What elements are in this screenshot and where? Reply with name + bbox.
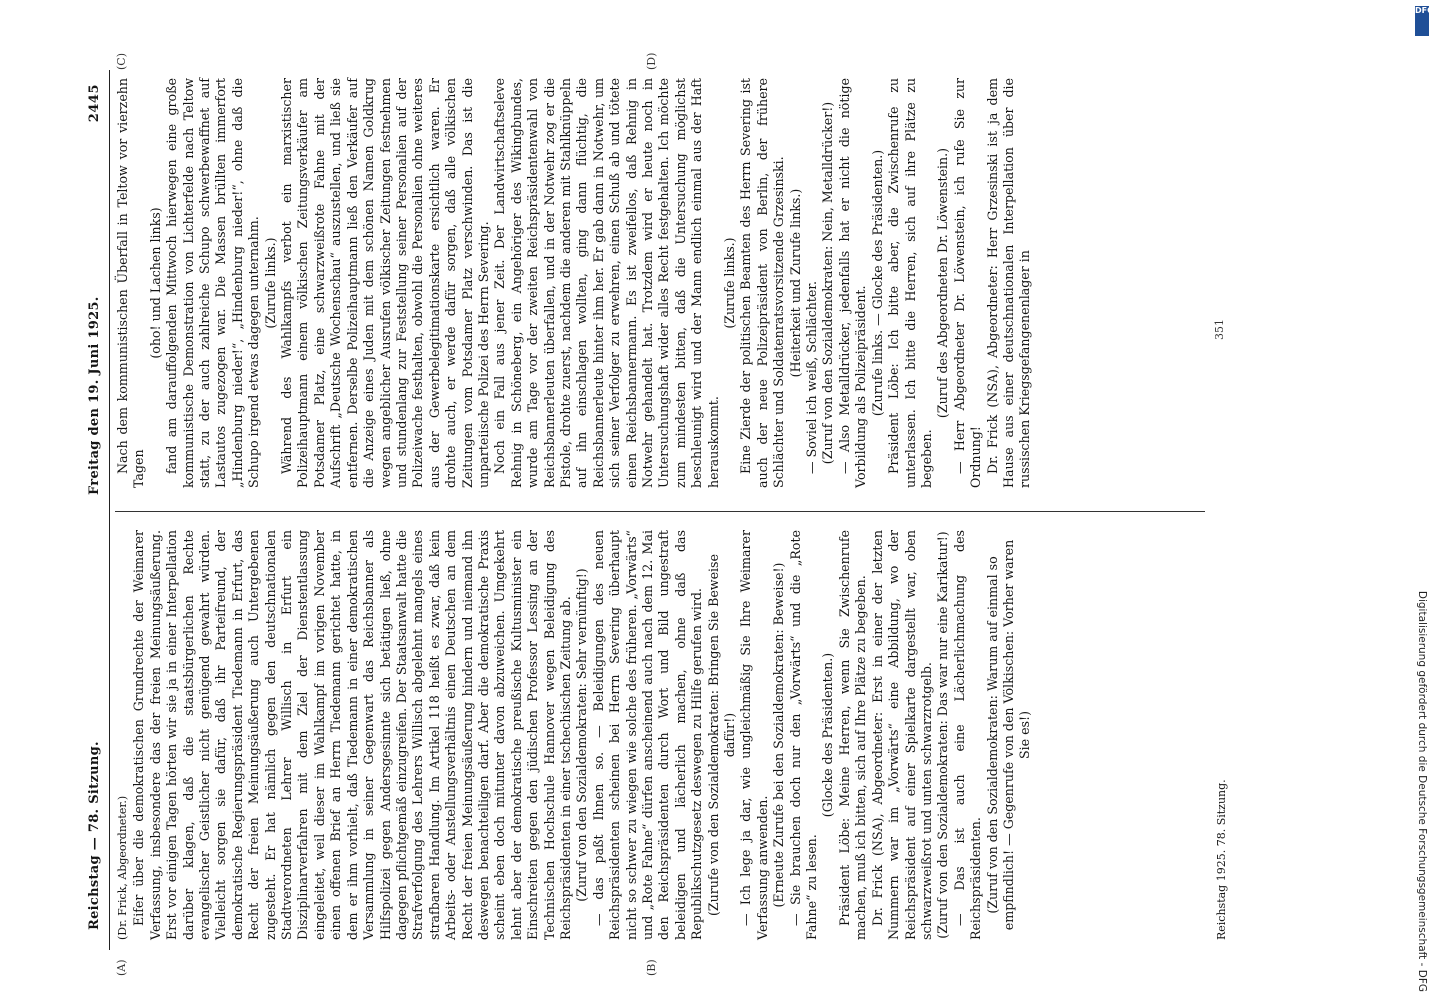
right-column-paragraph: (Heiterkeit und Zurufe links.) [787,188,803,378]
dfg-logo: DFG [1415,6,1429,36]
right-column-paragraph: (oho! und Lachen links) [147,207,163,359]
right-column-paragraph: Noch ein Fall aus jener Zeit. Der Landwirtschaftseleve Rehnig in Schöneberg, ein Angehöriger des Wikingbundes, wurde am Tage vor der zweiten Reichspräsidentenwahl von Reichsbannerleuten überfallen, und in der Notwehr zog er die Pistole, drohte zuerst, nachdem die anderen mit Stahlknüppeln auf ihn einschlagen wollten, ging dann flüchtig, die Reichsbannerleute hinter ihm her. Er gab dann in Notwehr, um sich seiner Verfolger zu erwehren, einen Schuß ab und tötete einen Reichsbannermann. Es ist zweifellos, daß Rehnig in Notwehr gehandelt hat. Trotzdem wird er heute noch in Untersuchungshaft wider alles Recht festgehalten. Ich möchte zum mindesten bitten, daß die Untersuchung möglichst beschleunigt wird und der Mann endlich einmal aus der Haft herauskommt. [492,78,721,488]
header-rule [109,70,110,950]
header-date: Freitag den 19. Juni 1925. [87,296,102,495]
left-column-paragraph: — Sie brauchen doch nur den „Vorwärts“ und die „Rote Fahne“ zu lesen. [787,530,820,940]
left-column-paragraph: (Erneute Zurufe bei den Sozialdemokraten: Beweise!) [771,562,787,908]
page-header [85,70,107,950]
left-column-paragraph: — Ich lege ja dar, wie ungleichmäßig Sie Ihre Weimarer Verfassung anwenden. [738,530,770,940]
page-footer: Reichstag 1925. 78. Sitzung. [1215,779,1228,940]
header-left: Reichstag — 78. Sitzung. [87,741,102,930]
left-column-paragraph: Dr. Frick (NSA), Abgeordneter: Erst in einer der letzten Nummern war im „Vorwärts“ eine Abbildung, wo der Reichspräsident auf einer Spielkarte dargestellt war, oben schwarzweißrot und unten schwarzrotgelb. [869,530,934,940]
right-column-paragraph: fand am darauffolgenden Mittwoch hierwegen eine große kommunistische Demonstration von Lichterfelde nach Teltow statt, zu der auch zahlreiche Schupo schwerbewaffnet auf Lastautos zugezogen war. Die Massen brüllten immerfort „Hindenburg nieder!“, „Hindenburg nieder!“, ohne daß die Schupo irgend etwas dagegen unternahm. [164,78,262,488]
left-column-paragraph: (Glocke des Präsidenten.) [820,652,836,818]
document-page [85,52,1315,976]
right-column-paragraph: — Herr Abgeordneter Dr. Löwenstein, ich rufe Sie zur Ordnung! [951,78,984,488]
right-column-paragraph: (Zurufe links.) [262,237,278,329]
right-column-paragraph: (Zurufe links. — Glocke des Präsidenten.) [869,149,885,417]
signature-mark: 351 [1213,319,1226,340]
right-column [115,78,1034,488]
right-column-paragraph: — Soviel ich weiß, Schlächter. [804,281,820,474]
page-number: 2445 [87,84,102,123]
left-column-paragraph: Präsident Löbe: Meine Herren, wenn Sie Zwischenrufe machen, muß ich bitten, sich auf Ihre Plätze zu begeben. [836,530,869,940]
margin-marker-c: (C) [115,53,128,70]
left-column-paragraph: Eifer über die demokratischen Grundrechte der Weimarer Verfassung, insbesondere das der freien Meinungsäußerung. Erst vor einigen Tagen hörten wir sie ja in einer Interpellation darüber klagen, daß die staatsbürgerlichen Rechte evangelischer Geistlicher nicht genügend gewahrt würden. Vielleicht sorgen sie dafür, daß ihr Parteifreund, der demokratische Regierungspräsident Tiedemann in Erfurt, das Recht der freien Meinungsäußerung auch Untergebenen zugesteht. Er hat nämlich gegen den deutschnationalen Stadtverordneten Lehrer Willisch in Erfurt ein Disziplinarverfahren mit dem Ziel der Dienstentlassung eingeleitet, weil dieser im Wahlkampf im vorigen November einen offenen Brief an Herrn Tiedemann gerichtet hatte, in dem er ihm vorhielt, daß Tiedemann in einer demokratischen Versammlung in seiner Gegenwart das Reichsbanner als Hilfspolizei gegen Andersgesinnte sich betätigen ließ, ohne dagegen pflichtgemäß einzugreifen. Der Staatsanwalt hatte die Strafverfolgung des Lehrers Willisch abgelehnt mangels eines strafbaren Handlung. Im Artikel 118 heißt es zwar, daß kein Arbeits- oder Anstellungsverhältnis einen Deutschen an dem Recht der freien Meinungsäußerung hindern und niemand ihn deswegen benachteiligen darf. Aber die demokratische Praxis scheint eben doch mitunter davon abzuweichen. Umgekehrt lehnt aber der demokratische preußische Kultusminister ein Einschreiten gegen den jüdischen Professor Lessing an der Technischen Hochschule Hannover wegen Beleidigung des Reichspräsidenten in einer tschechischen Zeitung ab. [131,530,573,940]
right-column-paragraph: Präsident Löbe: Ich bitte aber, die Zwischenrufe zu unterlassen. Ich bitte die Herren, sich auf ihre Plätze zu begeben. [886,78,934,488]
left-column-paragraph: (Zuruf von den Sozialdemokraten: Warum auf einmal so empfindlich! — Gegenrufe von den Völkischen: Vorher waren Sie es!) [984,539,1033,931]
dfg-side-text: Digitalisierung gefördert durch die Deutsche Forschungsgemeinschaft - DFG [1416,590,1428,992]
right-column-paragraph: (Zuruf des Abgeordneten Dr. Löwenstein.) [935,147,951,419]
left-column-paragraph: — das paßt Ihnen so. — Beleidigungen des neuen Reichspräsidenten scheinen bei Herrn Severing überhaupt nicht so schwer zu wiegen wie solche des früheren. „Vorwärts“ und „Rote Fahne“ dürfen anscheinend auch nach dem 12. Mai den Reichspräsidenten durch Wort und Bild ungestraft beleidigen und lächerlich machen, ohne daß das Republikschutzgesetz deswegen zu Hilfe gerufen wird. [590,530,705,940]
right-column-paragraph: Eine Zierde der politischen Beamten des Herrn Severing ist auch der neue Polizeipräsident von Berlin, der frühere Schlächter und Soldatenratsvorsitzende Grzesinski. [738,78,787,488]
margin-marker-b: (B) [645,959,658,976]
margin-marker-a: (A) [115,959,128,976]
right-column-paragraph: Nach dem kommunistischen Überfall in Teltow vor vierzehn Tagen [115,78,147,488]
left-column-paragraph: (Dr. Frick, Abgeordneter.) [116,795,129,940]
left-column-paragraph: (Zurufe von den Sozialdemokraten: Bringen Sie Beweise dafür!) [705,554,738,916]
right-column-paragraph: (Zuruf von den Sozialdemokraten: Nein, Metalldrücker!) [820,101,836,465]
dfg-side-note [1412,4,1432,992]
right-column-paragraph: — Also Metalldrücker, jedenfalls hat er nicht die nötige Vorbildung als Polizeipräsident. [836,78,869,488]
column-divider [115,511,1205,512]
right-column-paragraph: (Zurufe links.) [722,237,738,329]
right-column-paragraph: Während des Wahlkampfs verbot ein marxistischer Polizeihauptmann einem völkischen Zeitungsverkäufer am Potsdamer Platz, eine schwarzweißrote Fahne mit der Aufschrift „Deutsche Wochenschau“ auszustellen, und ließ sie entfernen. Derselbe Polizeihauptmann ließ den Verkäufer auf die Anzeige eines Juden mit dem schönen Namen Goldkrug wegen angeblicher Ausrufen völkischer Zeitungen festnehmen und stundenlang zur Feststellung seiner Personalien auf der Polizeiwache festhalten, obwohl die Personalien ohne weiteres aus der Gewerbelegitimationskarte ersichtlich waren. Er drohte auch, er werde dafür sorgen, daß alle völkischen Zeitungen vom Potsdamer Platz verschwinden. Das ist die unparteiische Polizei des Herrn Severing. [279,78,491,488]
left-column [115,530,1034,940]
left-column-paragraph: (Zuruf von den Sozialdemokraten: Sehr vernünftig!) [574,568,590,902]
left-column-paragraph: (Zuruf von den Sozialdemokraten: Das war nur eine Karikatur!) [935,531,951,939]
left-column-paragraph: — Das ist auch eine Lächerlichmachung des Reichspräsidenten. [951,530,984,940]
margin-marker-d: (D) [645,52,658,70]
right-column-paragraph: Dr. Frick (NSA), Abgeordneter: Herr Grzesinski ist ja dem Hause aus einer deutschnationalen Interpellation über die russischen Kriegsgefangenenlager in [984,78,1033,488]
